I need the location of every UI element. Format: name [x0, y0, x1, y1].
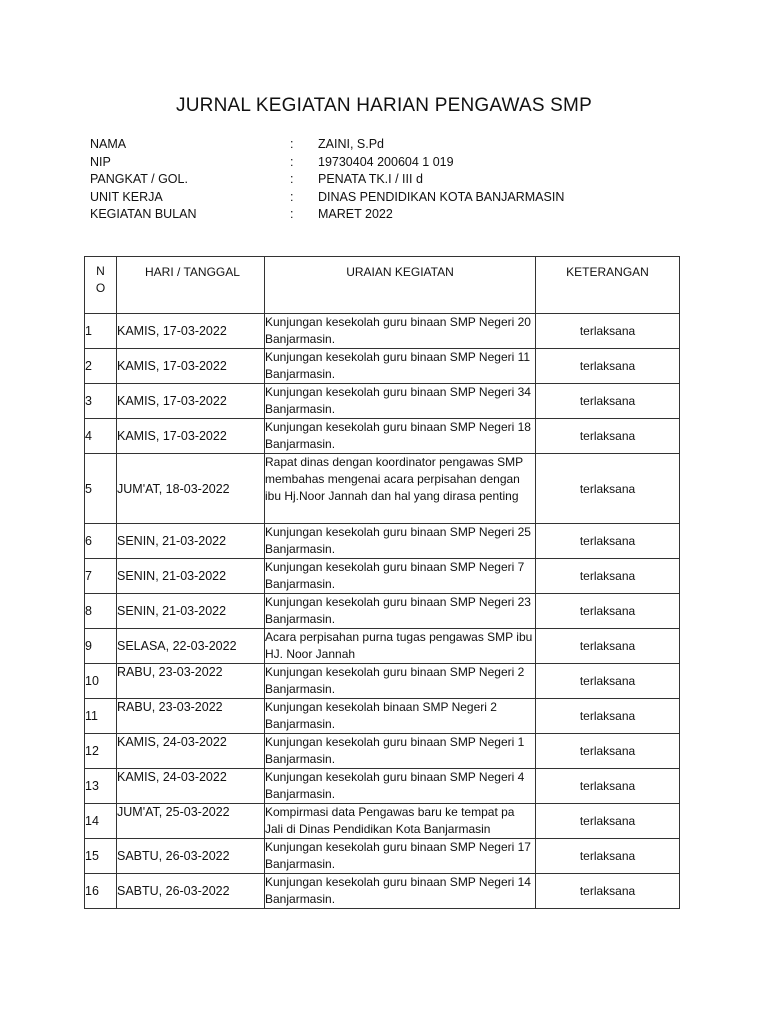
table-row [85, 349, 680, 384]
info-label: PANGKAT / GOL. [90, 172, 188, 186]
table-row [85, 594, 680, 629]
header-hari-tanggal: HARI / TANGGAL [117, 257, 265, 314]
cell-keterangan: terlaksana [536, 699, 680, 734]
activity-table [84, 256, 680, 909]
cell-keterangan: terlaksana [536, 804, 680, 839]
cell-no: 4 [85, 419, 117, 454]
cell-no: 5 [85, 454, 117, 524]
header-keterangan: KETERANGAN [536, 257, 680, 314]
cell-hari-tanggal: SABTU, 26-03-2022 [117, 839, 265, 874]
cell-uraian: Kunjungan kesekolah guru binaan SMP Negeri 14 Banjarmasin. [265, 874, 536, 909]
cell-keterangan: terlaksana [536, 594, 680, 629]
info-value: DINAS PENDIDIKAN KOTA BANJARMASIN [318, 189, 565, 204]
table-row [85, 874, 680, 909]
cell-keterangan: terlaksana [536, 314, 680, 349]
cell-no: 9 [85, 629, 117, 664]
table-row [85, 699, 680, 734]
info-value: 19730404 200604 1 019 [318, 154, 454, 169]
info-label: NAMA [90, 137, 127, 151]
info-separator: : [290, 172, 294, 186]
cell-uraian: Kunjungan kesekolah guru binaan SMP Negeri 34 Banjarmasin. [265, 384, 536, 419]
cell-keterangan: terlaksana [536, 349, 680, 384]
cell-no: 2 [85, 349, 117, 384]
cell-uraian: Acara perpisahan purna tugas pengawas SMP ibu HJ. Noor Jannah [265, 629, 536, 664]
cell-keterangan: terlaksana [536, 384, 680, 419]
cell-keterangan: terlaksana [536, 559, 680, 594]
header-uraian-kegiatan: URAIAN KEGIATAN [265, 257, 536, 314]
header-no [85, 257, 117, 314]
table-row [85, 524, 680, 559]
cell-keterangan: terlaksana [536, 454, 680, 524]
info-label: UNIT KERJA [90, 189, 163, 204]
info-value: PENATA TK.I / III d [318, 172, 423, 186]
cell-hari-tanggal: JUM'AT, 25-03-2022 [117, 804, 265, 839]
cell-no: 8 [85, 594, 117, 629]
cell-hari-tanggal: KAMIS, 17-03-2022 [117, 384, 265, 419]
table-row [85, 559, 680, 594]
info-separator: : [290, 207, 294, 221]
cell-uraian: Kompirmasi data Pengawas baru ke tempat pa Jali di Dinas Pendidikan Kota Banjarmasin [265, 804, 536, 839]
cell-keterangan: terlaksana [536, 524, 680, 559]
cell-hari-tanggal: KAMIS, 24-03-2022 [117, 769, 265, 804]
info-value: ZAINI, S.Pd [318, 137, 384, 151]
cell-keterangan: terlaksana [536, 734, 680, 769]
header-no-line2: O [95, 281, 106, 295]
cell-no: 1 [85, 314, 117, 349]
cell-hari-tanggal: KAMIS, 17-03-2022 [117, 349, 265, 384]
table-row [85, 839, 680, 874]
cell-uraian: Kunjungan kesekolah guru binaan SMP Negeri 23 Banjarmasin. [265, 594, 536, 629]
cell-no: 15 [85, 839, 117, 874]
table-row [85, 384, 680, 419]
cell-hari-tanggal: SENIN, 21-03-2022 [117, 594, 265, 629]
cell-no: 6 [85, 524, 117, 559]
table-row [85, 629, 680, 664]
info-value: MARET 2022 [318, 207, 393, 221]
table-row [85, 734, 680, 769]
cell-hari-tanggal: SELASA, 22-03-2022 [117, 629, 265, 664]
info-label: KEGIATAN BULAN [90, 207, 197, 221]
cell-uraian: Kunjungan kesekolah guru binaan SMP Negeri 11 Banjarmasin. [265, 349, 536, 384]
cell-keterangan: terlaksana [536, 664, 680, 699]
cell-uraian: Kunjungan kesekolah guru binaan SMP Negeri 1 Banjarmasin. [265, 734, 536, 769]
cell-uraian: Kunjungan kesekolah guru binaan SMP Negeri 18 Banjarmasin. [265, 419, 536, 454]
cell-hari-tanggal: RABU, 23-03-2022 [117, 699, 265, 734]
info-label: NIP [90, 154, 111, 169]
info-separator: : [290, 189, 294, 204]
table-header-row [85, 257, 680, 314]
cell-hari-tanggal: JUM'AT, 18-03-2022 [117, 454, 265, 524]
document-title: JURNAL KEGIATAN HARIAN PENGAWAS SMP [176, 95, 592, 116]
header-no-line1: N [96, 264, 105, 278]
cell-keterangan: terlaksana [536, 629, 680, 664]
cell-keterangan: terlaksana [536, 419, 680, 454]
cell-no: 7 [85, 559, 117, 594]
cell-hari-tanggal: SENIN, 21-03-2022 [117, 524, 265, 559]
table-row [85, 804, 680, 839]
cell-uraian: Rapat dinas dengan koordinator pengawas SMP membahas mengenai acara perpisahan dengan ibu Hj.Noor Jannah dan hal yang dirasa penting [265, 454, 536, 524]
cell-uraian: Kunjungan kesekolah guru binaan SMP Negeri 25 Banjarmasin. [265, 524, 536, 559]
info-separator: : [290, 137, 294, 151]
cell-no: 10 [85, 664, 117, 699]
cell-no: 14 [85, 804, 117, 839]
table-row [85, 314, 680, 349]
cell-hari-tanggal: SENIN, 21-03-2022 [117, 559, 265, 594]
cell-hari-tanggal: KAMIS, 24-03-2022 [117, 734, 265, 769]
table-row [85, 419, 680, 454]
table-row [85, 664, 680, 699]
cell-hari-tanggal: SABTU, 26-03-2022 [117, 874, 265, 909]
cell-no: 3 [85, 384, 117, 419]
cell-uraian: Kunjungan kesekolah guru binaan SMP Negeri 4 Banjarmasin. [265, 769, 536, 804]
cell-uraian: Kunjungan kesekolah guru binaan SMP Negeri 7 Banjarmasin. [265, 559, 536, 594]
cell-hari-tanggal: RABU, 23-03-2022 [117, 664, 265, 699]
cell-hari-tanggal: KAMIS, 17-03-2022 [117, 314, 265, 349]
cell-no: 11 [85, 699, 117, 734]
cell-keterangan: terlaksana [536, 874, 680, 909]
cell-uraian: Kunjungan kesekolah guru binaan SMP Negeri 2 Banjarmasin. [265, 664, 536, 699]
cell-uraian: Kunjungan kesekolah binaan SMP Negeri 2 Banjarmasin. [265, 699, 536, 734]
table-row [85, 454, 680, 524]
cell-no: 12 [85, 734, 117, 769]
cell-uraian: Kunjungan kesekolah guru binaan SMP Negeri 17 Banjarmasin. [265, 839, 536, 874]
cell-keterangan: terlaksana [536, 769, 680, 804]
cell-hari-tanggal: KAMIS, 17-03-2022 [117, 419, 265, 454]
cell-no: 13 [85, 769, 117, 804]
table-row [85, 769, 680, 804]
cell-uraian: Kunjungan kesekolah guru binaan SMP Negeri 20 Banjarmasin. [265, 314, 536, 349]
cell-no: 16 [85, 874, 117, 909]
info-separator: : [290, 154, 294, 169]
cell-keterangan: terlaksana [536, 839, 680, 874]
